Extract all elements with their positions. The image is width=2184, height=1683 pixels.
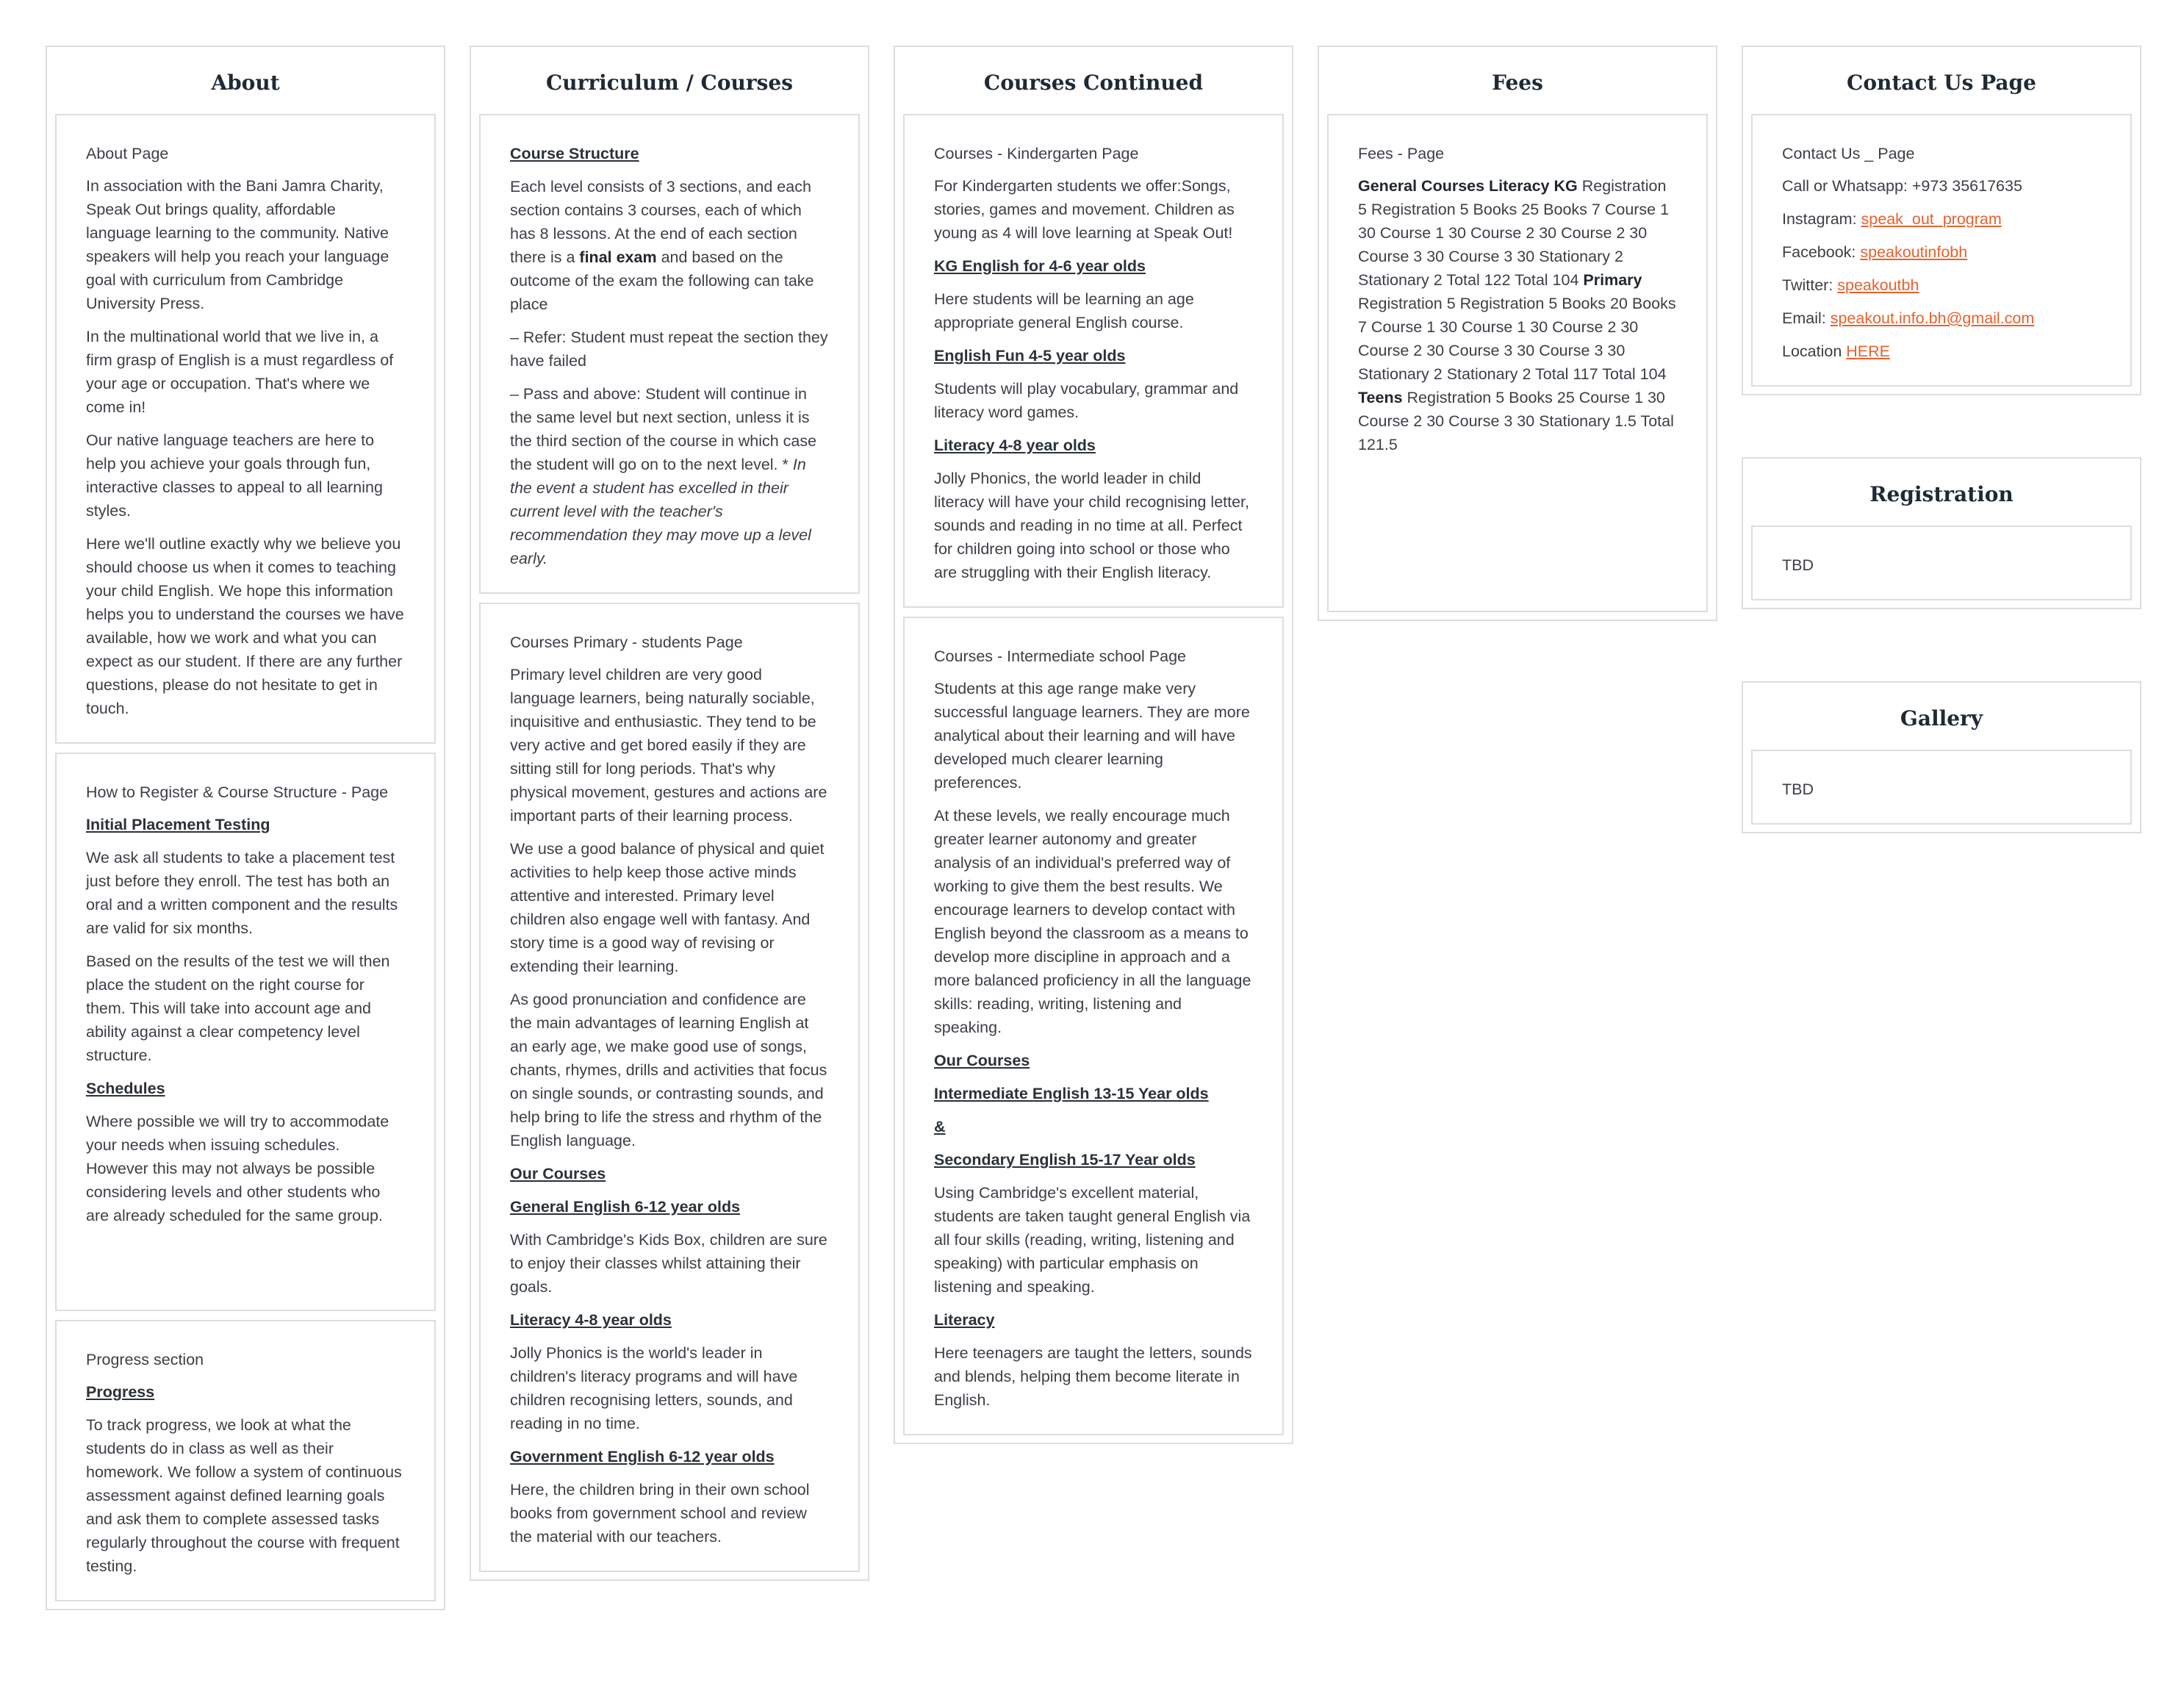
- contact-card: [1751, 114, 2132, 387]
- placeholder-text: TBD: [1782, 781, 1814, 798]
- card-subtitle: Courses - Intermediate school Page: [934, 647, 1186, 665]
- fees-table-text: General Courses Literacy KG Registration 5 Registration 5 Books 25 Books 7 Course 1 30 Course 1 30 Course 2 30 Course 2 30 Course 3 30 Course 3 30 Stationary 2 Stationary 2 Total 122 Total 104 Primary Registration 5 Registration 5 Books 20 Books 7 Course 1 30 Course 1 30 Course 2 30 Course 2 30 Course 3 30 Course 3 30 Stationary 2 Stationary 2 Total 117 Total 104 Teens Registration 5 Books 25 Course 1 30 Course 2 30 Course 3 30 Stationary 1.5 Total 121.5: [1358, 177, 1676, 453]
- section-heading: Schedules: [86, 1080, 165, 1097]
- paragraph: In association with the Bani Jamra Charity, Speak Out brings quality, affordable language learning to the community. Native speakers will help you reach your language goal with curriculum from Cambridge University Press.: [86, 177, 389, 312]
- registration-card: [1751, 525, 2132, 600]
- paragraph: Here we'll outline exactly why we believe you should choose us when it comes to teaching your child English. We hope this information helps you to understand the courses we have available, how we work and what you can expect as our student. If there are any further questions, please do not hesitate to get in touch.: [86, 535, 404, 717]
- paragraph: We use a good balance of physical and quiet activities to help keep those active minds attentive and interested. Primary level children also engage well with fantasy. And story time is a good way of revising or extending their learning.: [510, 840, 825, 975]
- card-subtitle: Contact Us _ Page: [1782, 145, 1915, 162]
- registration-title: Registration: [1869, 482, 2014, 506]
- facebook-row: Facebook: speakoutinfobh: [1782, 243, 1968, 261]
- paragraph: Where possible we will try to accommodate your needs when issuing schedules. However this may not always be possible considering levels and other students who are already scheduled for the same group.: [86, 1113, 389, 1224]
- section-heading: Literacy 4-8 year olds: [510, 1311, 672, 1329]
- card-subtitle: Progress section: [86, 1351, 204, 1368]
- instagram-link[interactable]: speak_out_program: [1861, 210, 2002, 228]
- location-row: Location HERE: [1782, 342, 1890, 360]
- courses-continued-title: Courses Continued: [983, 71, 1204, 95]
- email-row: Email: speakout.info.bh@gmail.com: [1782, 309, 2035, 327]
- curriculum-title: Curriculum / Courses: [546, 71, 793, 95]
- instagram-row: Instagram: speak_out_program: [1782, 210, 2002, 228]
- section-heading: KG English for 4-6 year olds: [934, 257, 1146, 275]
- section-heading: Progress: [86, 1383, 155, 1401]
- section-heading: Intermediate English 13-15 Year olds: [934, 1085, 1209, 1102]
- paragraph: Using Cambridge's excellent material, students are taken taught general English via all four skills (reading, writing, listening and speaking) with particular emphasis on listening and speaking.: [934, 1184, 1251, 1296]
- card-subtitle: About Page: [86, 145, 169, 162]
- paragraph: We ask all students to take a placement test just before they enroll. The test has both an oral and a written component and the results are valid for six months.: [86, 849, 398, 937]
- contact-column: [1742, 46, 2141, 395]
- card-subtitle: Courses - Kindergarten Page: [934, 145, 1139, 162]
- section-heading: Government English 6-12 year olds: [510, 1448, 775, 1465]
- paragraph: Students will play vocabulary, grammar and literacy word games.: [934, 380, 1239, 421]
- paragraph: – Refer: Student must repeat the section they have failed: [510, 329, 828, 370]
- card-subtitle: Courses Primary - students Page: [510, 634, 743, 651]
- paragraph: Here teenagers are taught the letters, sounds and blends, helping them become literate in English.: [934, 1344, 1252, 1409]
- section-heading: Our Courses: [934, 1052, 1030, 1069]
- section-heading: &: [934, 1118, 946, 1135]
- card-subtitle: Fees - Page: [1358, 145, 1445, 162]
- paragraph: Students at this age range make very successful language learners. They are more analytical about their learning and will have developed much clearer learning preferences.: [934, 680, 1250, 792]
- paragraph: For Kindergarten students we offer:Songs, stories, games and movement. Children as young as 4 will love learning at Speak Out!: [934, 177, 1235, 242]
- gallery-column: [1742, 681, 2141, 833]
- paragraph: Jolly Phonics, the world leader in child literacy will have your child recognising letter, sounds and reading in no time at all. Perfect for children going into school or those who are struggling with their English literacy.: [934, 470, 1250, 581]
- paragraph: In the multinational world that we live in, a firm grasp of English is a must regardless of your age or occupation. That's where we come in!: [86, 328, 394, 416]
- section-heading: Literacy: [934, 1311, 995, 1329]
- contact-title: Contact Us Page: [1847, 71, 2036, 95]
- course-structure-card: [479, 114, 860, 594]
- fees-card: [1327, 114, 1708, 612]
- section-heading: General English 6-12 year olds: [510, 1198, 741, 1216]
- progress-card: [55, 1320, 436, 1601]
- paragraph: Based on the results of the test we will then place the student on the right course for them. This will take into account age and ability against a clear competency level structure.: [86, 952, 390, 1064]
- paragraph: To track progress, we look at what the students do in class as well as their homework. We follow a system of continuous assessment against defined learning goals and ask them to complete assessed tasks regularly throughout the course with frequent testing.: [86, 1416, 402, 1575]
- paragraph: With Cambridge's Kids Box, children are sure to enjoy their classes whilst attaining their goals.: [510, 1231, 827, 1296]
- paragraph: Each level consists of 3 sections, and each section contains 3 courses, each of which has 8 lessons. At the end of each section there is a final exam and based on the outcome of the exam the following can take place: [510, 178, 814, 313]
- registration-column: [1742, 457, 2141, 609]
- paragraph: Here, the children bring in their own school books from government school and review the material with our teachers.: [510, 1481, 810, 1546]
- email-link[interactable]: speakout.info.bh@gmail.com: [1830, 309, 2035, 327]
- section-heading: Initial Placement Testing: [86, 816, 270, 833]
- intermediate-card: [903, 617, 1284, 1435]
- paragraph: As good pronunciation and confidence are the main advantages of learning English at an early age, we make good use of songs, chants, rhymes, drills and activities that focus on single sounds, or contrasting sounds, and help bring to life the stress and rhythm of the English language.: [510, 991, 827, 1149]
- courses-continued-column: [894, 46, 1293, 1444]
- gallery-title: Gallery: [1900, 706, 1983, 731]
- phone-text: Call or Whatsapp: +973 35617635: [1782, 177, 2022, 195]
- fees-column: [1318, 46, 1717, 621]
- facebook-link[interactable]: speakoutinfobh: [1860, 243, 1968, 261]
- about-column: [46, 46, 445, 1610]
- twitter-link[interactable]: speakoutbh: [1837, 276, 1919, 294]
- paragraph: Jolly Phonics is the world's leader in children's literacy programs and will have children recognising letters, sounds, and reading in no time.: [510, 1344, 798, 1432]
- register-card: [55, 753, 436, 1311]
- paragraph: Here students will be learning an age appropriate general English course.: [934, 290, 1194, 331]
- paragraph: Our native language teachers are here to help you achieve your goals through fun, interactive classes to appeal to all learning styles.: [86, 431, 383, 520]
- placeholder-text: TBD: [1782, 556, 1814, 574]
- section-heading: English Fun 4-5 year olds: [934, 347, 1126, 365]
- curriculum-column: [470, 46, 869, 1581]
- kindergarten-card: [903, 114, 1284, 608]
- location-link[interactable]: HERE: [1846, 342, 1890, 360]
- about-card: [55, 114, 436, 744]
- section-heading: Our Courses: [510, 1165, 606, 1183]
- gallery-card: [1751, 750, 2132, 825]
- section-heading: Literacy 4-8 year olds: [934, 437, 1096, 454]
- about-title: About: [211, 71, 280, 95]
- section-heading: Secondary English 15-17 Year olds: [934, 1151, 1196, 1169]
- paragraph: Primary level children are very good language learners, being naturally sociable, inquisitive and enthusiastic. They tend to be very active and get bored easily if they are sitting still for long periods. That's why physical movement, gestures and actions are important parts of their learning process.: [510, 666, 827, 825]
- paragraph: At these levels, we really encourage much greater learner autonomy and greater analysis of an individual's preferred way of working to give them the best results. We encourage learners to develop contact with English beyond the classroom as a means to develop more discipline in approach and a more balanced proficiency in all the language skills: reading, writing, listening and speaking.: [934, 807, 1251, 1036]
- fees-title: Fees: [1492, 71, 1543, 95]
- card-subtitle: How to Register & Course Structure - Page: [86, 783, 389, 801]
- paragraph: – Pass and above: Student will continue in the same level but next section, unless it is the third section of the course in which case the student will go on to the next level. * In the event a student has excelled in their current level with the teacher's recommendation they may move up a level early.: [510, 385, 817, 567]
- primary-card: [479, 603, 860, 1572]
- section-heading: Course Structure: [510, 145, 639, 162]
- twitter-row: Twitter: speakoutbh: [1782, 276, 1919, 294]
